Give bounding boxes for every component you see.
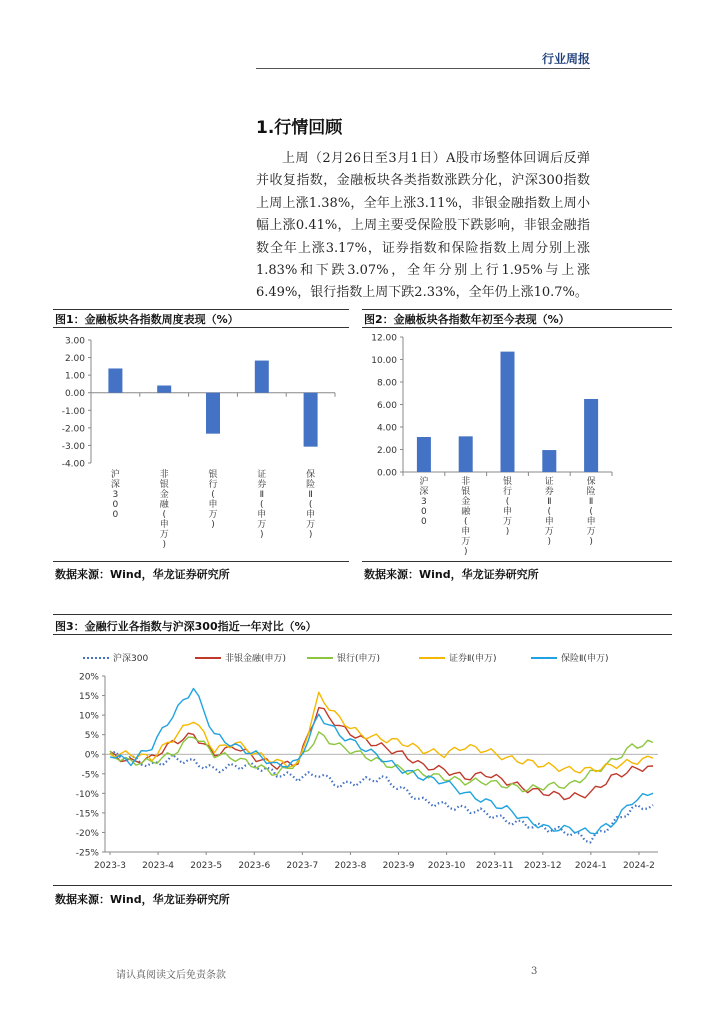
bar	[206, 393, 220, 434]
y-tick-label: -5%	[81, 770, 99, 781]
legend-label: 非银金融(申万)	[225, 654, 287, 664]
legend-label: 沪深300	[113, 654, 149, 664]
y-tick-label: 0%	[84, 750, 99, 761]
section-title: 1.行情回顾	[256, 118, 343, 138]
y-tick-label: -3.00	[61, 441, 85, 452]
x-tick-label: 2023-10	[427, 861, 466, 871]
bar	[501, 352, 515, 472]
x-tick-label: 2023-3	[94, 861, 126, 871]
bar	[157, 386, 171, 393]
bar	[417, 437, 431, 472]
y-tick-label: 0.00	[64, 389, 85, 400]
category-label: 沪深 3 0 0	[110, 470, 120, 520]
page-number: 3	[531, 966, 538, 977]
fig3-source: 数据来源：Wind，华龙证券研究所	[55, 893, 230, 906]
x-tick-label: 2023-8	[334, 861, 367, 871]
y-tick-label: -20%	[75, 828, 99, 839]
legend-label: 银行(申万)	[337, 654, 381, 664]
fig2-chart	[362, 329, 672, 559]
y-tick-label: 20%	[78, 672, 99, 683]
fig1-title: 图1：金融板块各指数周度表现（%）	[55, 313, 239, 326]
category-label: 银行(申万)	[208, 470, 218, 530]
y-tick-label: 2.00	[64, 354, 85, 365]
y-tick-label: 10%	[78, 711, 99, 722]
y-tick-label: -1.00	[61, 406, 85, 417]
x-tick-label: 2023-11	[475, 861, 514, 871]
y-tick-label: 12.00	[371, 333, 397, 344]
category-label: 保险 Ⅱ (申万)	[586, 477, 596, 547]
fig3-bottom-rule	[53, 885, 672, 886]
fig1-title-rule	[53, 327, 349, 328]
bar	[459, 436, 473, 472]
y-tick-label: 0.00	[376, 468, 397, 479]
intro-paragraph	[256, 148, 590, 305]
y-tick-label: -10%	[75, 789, 99, 800]
report-type-label: 行业周报	[541, 52, 590, 66]
y-tick-label: -4.00	[61, 459, 85, 470]
fig2-bottom-rule	[362, 561, 672, 562]
y-tick-label: -2.00	[61, 424, 85, 435]
x-tick-label: 2023-4	[142, 861, 175, 871]
fig1-chart	[53, 329, 349, 559]
fig3-chart	[53, 640, 672, 880]
y-tick-label: 10.00	[371, 356, 397, 366]
fig1-bottom-rule	[53, 561, 349, 562]
x-tick-label: 2023-9	[382, 861, 415, 871]
intro-text: 上周（2月26日至3月1日）A股市场整体回调后反弹并收复指数，金融板块各类指数涨跌分化，沪深300指数上周上涨1.38%，全年上涨3.11%，非银金融指数上周小幅上涨0.41%，上周主要受保险股下跌影响，非银金融指数全年上涨3.17%，证券指数和保险指数上周分别上涨1.83%和下跌3.07%，全年分别上行1.95%与上涨6.49%，银行指数上周下跌2.33%，全年仍上涨10.7%。	[256, 151, 590, 301]
category-label: 证券 Ⅱ (申万)	[257, 470, 267, 540]
bar	[304, 393, 318, 447]
y-tick-label: -25%	[75, 848, 99, 859]
fig3-top-rule	[53, 614, 672, 615]
category-label: 非银金融(申万)	[461, 477, 471, 557]
y-tick-label: 2.00	[376, 446, 397, 456]
bar	[584, 399, 598, 472]
category-label: 沪深 3 0 0	[419, 477, 429, 527]
fig2-title-rule	[362, 327, 672, 328]
category-label: 非银金融(申万)	[159, 470, 169, 550]
y-tick-label: 6.00	[376, 401, 397, 411]
series-line	[110, 708, 653, 800]
x-tick-label: 2023-6	[238, 861, 271, 871]
series-line	[110, 689, 653, 834]
bar	[255, 361, 269, 393]
y-tick-label: -15%	[75, 809, 99, 820]
fig2-title: 图2：金融板块各指数年初至今表现（%）	[364, 313, 570, 326]
footer-disclaimer: 请认真阅读文后免责条款	[116, 970, 226, 981]
y-tick-label: 8.00	[376, 378, 397, 389]
legend-label: 证券Ⅱ(申万)	[449, 654, 497, 664]
fig3-title-rule	[53, 634, 672, 635]
y-tick-label: 3.00	[64, 336, 85, 347]
fig2-source: 数据来源：Wind，华龙证券研究所	[364, 568, 539, 581]
y-tick-label: 15%	[78, 692, 99, 703]
category-label: 保险 Ⅱ (申万)	[306, 470, 316, 540]
y-tick-label: 5%	[84, 731, 99, 742]
bar	[542, 450, 556, 472]
x-tick-label: 2023-12	[523, 861, 562, 871]
x-tick-label: 2023-5	[190, 861, 223, 871]
y-tick-label: 1.00	[64, 371, 85, 382]
fig2-top-rule	[362, 309, 672, 310]
bar	[108, 368, 122, 392]
x-tick-label: 2023-7	[286, 861, 319, 871]
x-tick-label: 2024-1	[574, 861, 607, 871]
category-label: 银行(申万)	[502, 477, 513, 537]
x-tick-label: 2024-2	[623, 861, 655, 871]
header-divider	[256, 68, 590, 69]
category-label: 证券 Ⅱ (申万)	[544, 477, 554, 547]
fig1-source: 数据来源：Wind，华龙证券研究所	[55, 568, 230, 581]
legend-label: 保险Ⅱ(申万)	[561, 654, 609, 664]
fig3-title: 图3：金融行业各指数与沪深300指近一年对比（%）	[55, 620, 317, 633]
y-tick-label: 4.00	[376, 423, 397, 434]
fig1-top-rule	[53, 309, 349, 310]
